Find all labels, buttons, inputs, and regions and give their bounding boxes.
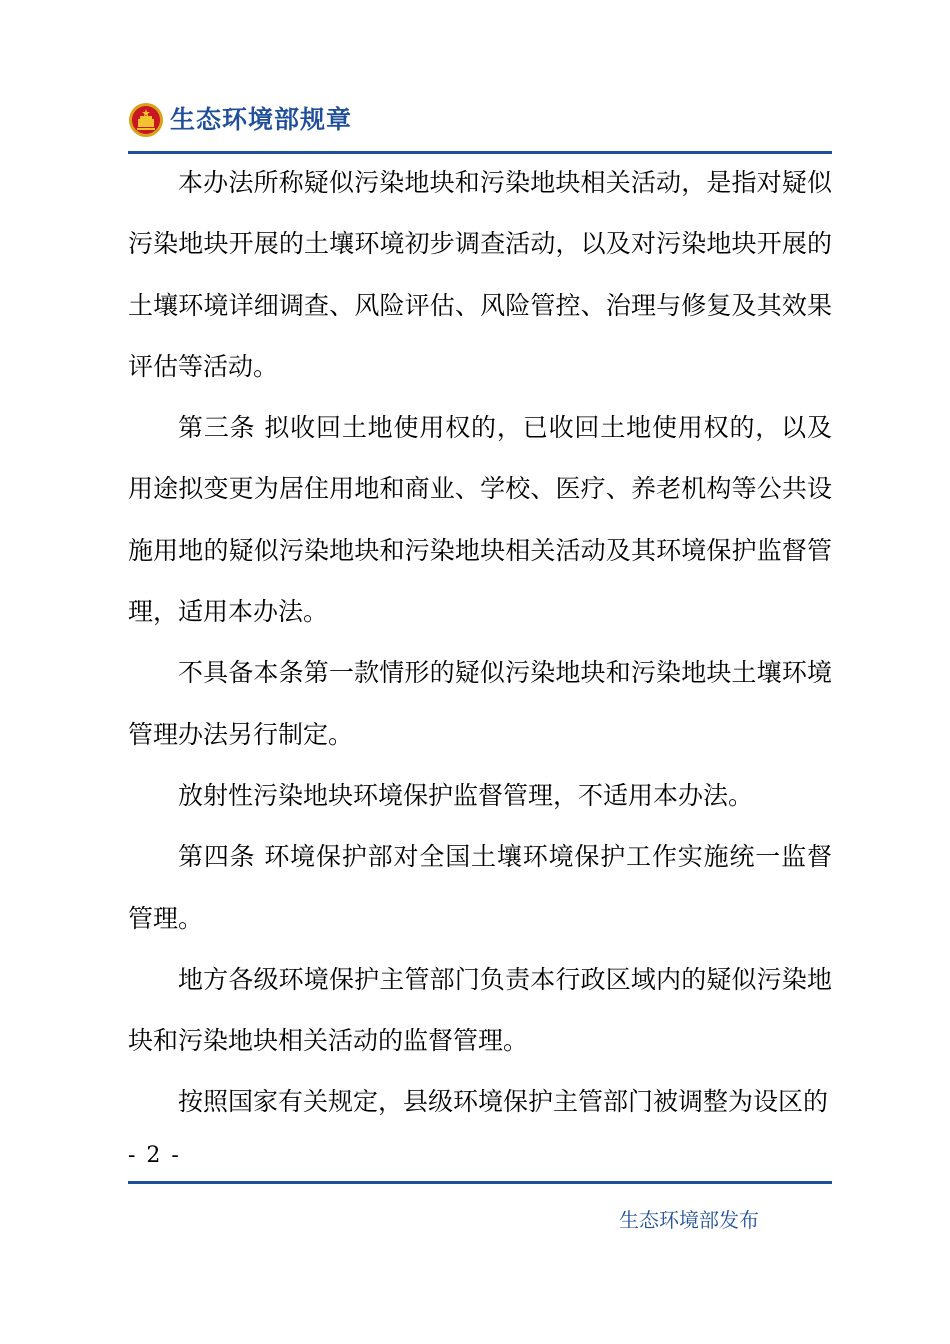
national-emblem-icon <box>128 102 164 138</box>
paragraph: 不具备本条第一款情形的疑似污染地块和污染地块土壤环境管理办法另行制定。 <box>128 658 832 749</box>
paragraph: 本办法所称疑似污染地块和污染地块相关活动，是指对疑似污染地块开展的土壤环境初步调查活动，以及对污染地块开展的土壤环境详细调查、风险评估、风险管控、治理与修复及其效果评估等活动。 <box>128 168 832 381</box>
paragraph: 放射性污染地块环境保护监督管理，不适用本办法。 <box>178 780 754 810</box>
paragraph: 第三条 拟收回土地使用权的，已收回土地使用权的，以及用途拟变更为居住用地和商业、学校、医疗、养老机构等公共设施用地的疑似污染地块和污染地块相关活动及其环境保护监督管理，适用本办法。 <box>128 413 832 627</box>
page-number: - 2 - <box>128 1143 181 1168</box>
footer-publisher: 生态环境部发布 <box>619 1208 759 1232</box>
document-body <box>128 152 832 1133</box>
paragraph: 第四条 环境保护部对全国土壤环境保护工作实施统一监督管理。 <box>128 842 832 933</box>
header-title: 生态环境部规章 <box>170 105 353 134</box>
paragraph: 按照国家有关规定，县级环境保护主管部门被调整为设区的 <box>178 1087 829 1117</box>
page-header <box>128 98 832 148</box>
paragraph: 地方各级环境保护主管部门负责本行政区域内的疑似污染地块和污染地块相关活动的监督管理。 <box>128 964 832 1056</box>
footer-divider <box>128 1181 832 1184</box>
